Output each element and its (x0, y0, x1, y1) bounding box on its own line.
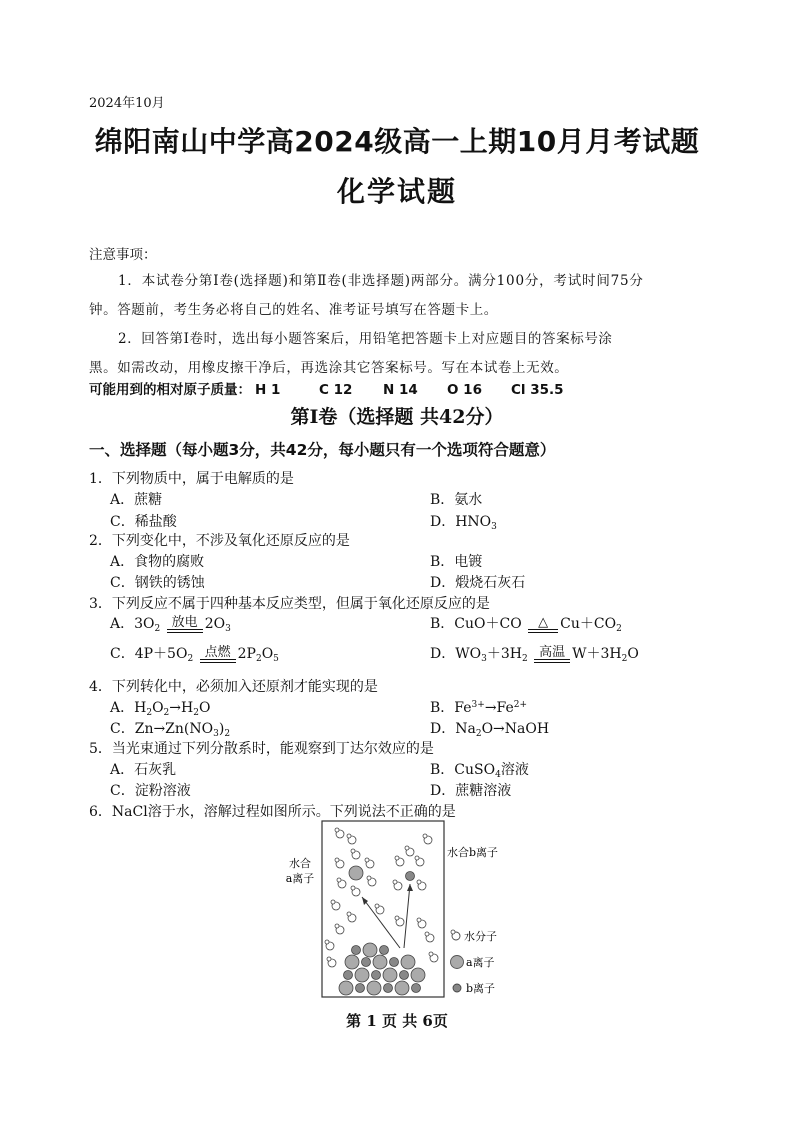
legend-b-ion (453, 982, 495, 995)
nacl-dissolution-figure (280, 818, 530, 1000)
question-1-option-d: D．$HNO_3$ (430, 514, 497, 532)
hydrated-a-ion (349, 866, 363, 880)
svg-text:a离子: a离子 (466, 956, 495, 969)
atomic-mass-c: C 12 (319, 382, 353, 398)
water-molecule-h (405, 846, 409, 850)
part-title: 一、选择题（每小题3分，共42分，每小题只有一个选项符合题意） (89, 441, 556, 459)
legend-water (451, 929, 497, 943)
question-3-option-a: A．$3O_2$ 放电 $2O_3$ (110, 614, 231, 634)
question-5-option-c: C．淀粉溶液 (110, 783, 191, 799)
crystal-b-ion (352, 946, 361, 955)
water-molecule-h (335, 828, 339, 832)
question-6-stem: 6．NaCl溶于水，溶解过程如图所示。下列说法不正确的是 (89, 804, 456, 820)
question-1-option-b: B．氨水 (430, 492, 483, 508)
crystal-a-ion (355, 968, 369, 982)
atomic-mass-label: 可能用到的相对原子质量： (89, 382, 251, 398)
water-molecule-h (417, 880, 421, 884)
water-molecule-h (395, 916, 399, 920)
question-2-option-a: A．食物的腐败 (110, 554, 205, 570)
legend-a-ion (451, 956, 495, 970)
question-3-stem: 3．下列反应不属于四种基本反应类型，但属于氧化还原反应的是 (89, 596, 490, 612)
svg-text:b离子: b离子 (466, 982, 496, 995)
svg-text:水分子: 水分子 (464, 930, 497, 943)
question-4-option-c: C．$Zn\to Zn(NO_3)_2$ (110, 721, 231, 739)
water-molecule-h (351, 849, 355, 853)
exam-subject: 化学试题 (336, 175, 457, 208)
question-2-option-c: C．钢铁的锈蚀 (110, 575, 205, 591)
notice-item-2-line-2: 黑。如需改动，用橡皮擦干净后，再选涂其它答案标号。写在本试卷上无效。 (89, 360, 569, 376)
question-3-option-d: D．$WO_3+3H_2$ 高温 $W+3H_2O$ (430, 644, 639, 664)
water-molecule-h (425, 932, 429, 936)
question-4-option-d: D．$Na_2O\to NaOH$ (430, 721, 550, 739)
crystal-a-ion (339, 981, 353, 995)
question-2-stem: 2．下列变化中，不涉及氧化还原反应的是 (89, 533, 350, 549)
question-3-option-c: C．$4P+5O_2$ 点燃 $2P_2O_5$ (110, 644, 279, 664)
condition-high-temp: 高温 (539, 644, 566, 660)
water-molecule-h (327, 957, 331, 961)
crystal-b-ion (390, 958, 399, 967)
question-3-option-b: B．CuO＋CO △ $Cu+CO_2$ (430, 614, 622, 634)
notice-heading: 注意事项： (89, 247, 157, 263)
atomic-mass-o: O 16 (447, 382, 482, 398)
water-molecule-h (337, 878, 341, 882)
question-1-option-c: C．稀盐酸 (110, 514, 177, 530)
label-hydrated-a-line1: 水合 (289, 857, 311, 870)
exam-date: 2024年10月 (89, 96, 165, 111)
question-1-option-a: A．蔗糖 (110, 492, 163, 508)
crystal-a-ion (363, 943, 377, 957)
section-title: 第Ⅰ卷（选择题 共42分） (290, 406, 504, 428)
water-molecule-h (347, 912, 351, 916)
water-molecule-h (415, 856, 419, 860)
water-molecule-h (393, 880, 397, 884)
crystal-a-ion (401, 955, 415, 969)
crystal-b-ion (380, 946, 389, 955)
notice-item-1-line-1: 1．本试卷分第Ⅰ卷(选择题)和第Ⅱ卷(非选择题)两部分。满分100分，考试时间75分 (118, 273, 644, 289)
crystal-a-ion (383, 968, 397, 982)
water-molecule-h (417, 918, 421, 922)
atomic-mass-line (89, 378, 564, 398)
crystal-a-ion (395, 981, 409, 995)
water-molecule-h (367, 876, 371, 880)
question-5-option-b: B．CuSO$_4$溶液 (430, 762, 529, 780)
question-5-option-d: D．蔗糖溶液 (430, 783, 512, 799)
crystal-a-ion (373, 955, 387, 969)
water-molecule-h (351, 886, 355, 890)
label-hydrated-b: 水合b离子 (447, 846, 499, 859)
crystal-a-ion (411, 968, 425, 982)
water-molecule-h (375, 904, 379, 908)
water-molecule-h (423, 834, 427, 838)
water-molecule-h (395, 856, 399, 860)
question-4-stem: 4．下列转化中，必须加入还原剂才能实现的是 (89, 679, 378, 695)
crystal-b-ion (384, 984, 393, 993)
water-molecule-h (347, 834, 351, 838)
exam-title: 绵阳南山中学高2024级高一上期10月月考试题 (94, 125, 700, 158)
crystal-a-ion (345, 955, 359, 969)
question-5-stem: 5．当光束通过下列分散系时，能观察到丁达尔效应的是 (89, 741, 434, 757)
atomic-mass-h: H 1 (255, 382, 281, 398)
question-4-option-b: B．$Fe^{3+}\to Fe^{2+}$ (430, 700, 528, 716)
crystal-b-ion (362, 958, 371, 967)
crystal-b-ion (412, 984, 421, 993)
hydrated-b-ion (406, 872, 415, 881)
label-hydrated-a-line2: a离子 (285, 872, 315, 885)
crystal-b-ion (400, 971, 409, 980)
crystal-a-ion (367, 981, 381, 995)
crystal-b-ion (372, 971, 381, 980)
page-footer: 第 1 页 共 6页 (346, 1012, 448, 1030)
water-molecule-h (335, 924, 339, 928)
question-5-option-a: A．石灰乳 (110, 762, 177, 778)
condition-ignite: 点燃 (204, 644, 231, 660)
water-molecule-h (325, 940, 329, 944)
atomic-mass-cl: Cl 35.5 (511, 382, 564, 398)
crystal-b-ion (356, 984, 365, 993)
water-molecule-h (335, 858, 339, 862)
water-molecule-h (365, 858, 369, 862)
question-2-option-d: D．煅烧石灰石 (430, 575, 526, 591)
atomic-mass-n: N 14 (383, 382, 418, 398)
question-1-stem: 1．下列物质中，属于电解质的是 (89, 471, 294, 487)
notice-item-2-line-1: 2．回答第Ⅰ卷时，选出每小题答案后，用铅笔把答题卡上对应题目的答案标号涂 (118, 331, 613, 347)
crystal-b-ion (344, 971, 353, 980)
condition-heat: △ (538, 614, 549, 630)
question-4-option-a: A．$H_2O_2\to H_2O$ (110, 700, 211, 718)
water-molecule-h (331, 900, 335, 904)
condition-discharge: 放电 (171, 614, 198, 630)
notice-item-1-line-2: 钟。答题前，考生务必将自己的姓名、准考证号填写在答题卡上。 (89, 302, 498, 318)
water-molecule-h (429, 952, 433, 956)
question-2-option-b: B．电镀 (430, 554, 483, 570)
